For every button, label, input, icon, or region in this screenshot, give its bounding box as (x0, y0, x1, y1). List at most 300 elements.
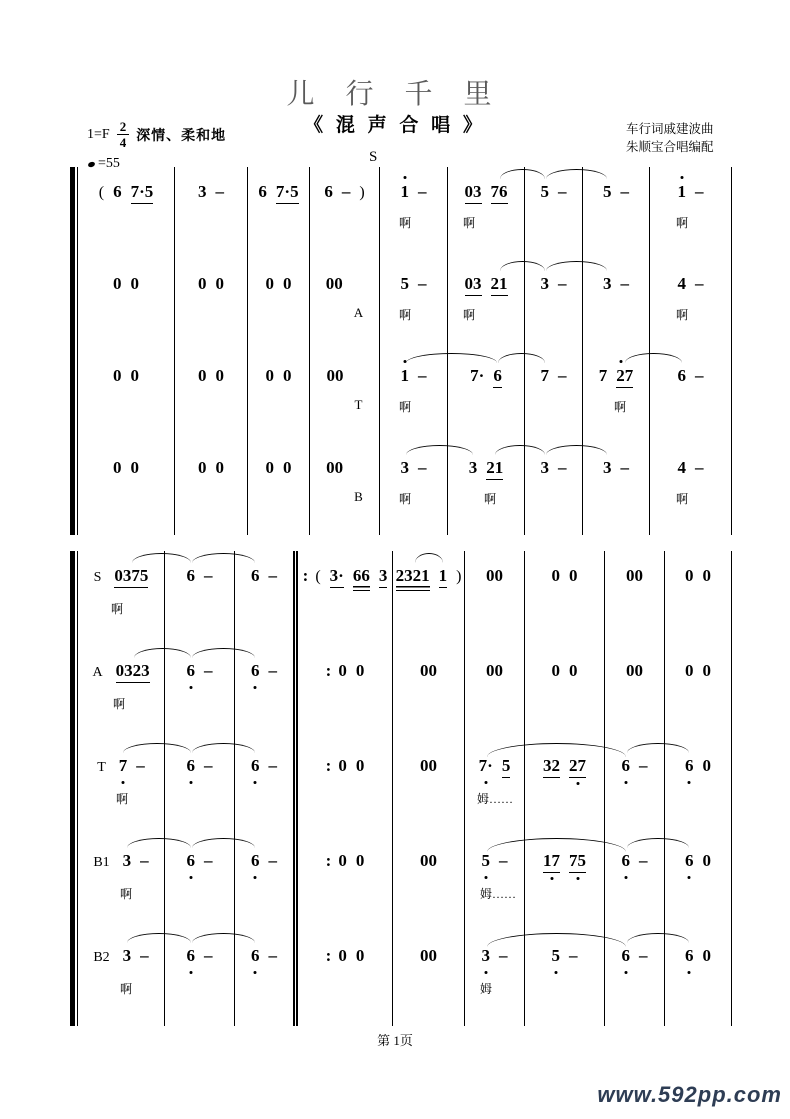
note-token: 3· (330, 566, 344, 588)
voice-row-b2 (77, 931, 733, 1026)
note-token: 0 (355, 661, 365, 680)
note-token: 6 (251, 756, 260, 776)
tempo-value: =55 (98, 156, 120, 171)
note-token: 6 (251, 661, 260, 681)
note-token: 17 (543, 851, 560, 873)
measure (665, 646, 732, 741)
note-token: – (418, 182, 427, 201)
voice-label-inline: A (353, 304, 364, 320)
measure (380, 167, 448, 259)
note-token: 3 (603, 274, 612, 293)
note-token: 00 (326, 366, 344, 385)
measure (583, 351, 650, 443)
measure (175, 443, 248, 535)
measure (310, 167, 380, 259)
note-token: – (268, 851, 277, 870)
note-token: 5 (502, 756, 511, 778)
note-token: 3 (198, 182, 207, 201)
measure (77, 741, 165, 836)
time-signature (117, 120, 130, 149)
note-token: 7· (479, 756, 493, 776)
measure (583, 443, 650, 535)
measure (665, 931, 732, 1026)
low-octave-dot (189, 876, 192, 879)
measure (248, 443, 310, 535)
note-token: 6 (187, 851, 196, 871)
note-token: 3 (400, 458, 409, 477)
note-token: 21 (491, 274, 508, 296)
note-token: 0 (551, 566, 560, 585)
measure (525, 443, 583, 535)
measure (77, 931, 165, 1026)
note-token: 0 (355, 946, 365, 965)
note-token: 27 (569, 756, 586, 778)
note-token: – (499, 946, 508, 965)
lyric: 姆…… (477, 792, 514, 806)
high-octave-dot (680, 176, 683, 179)
measure (165, 931, 235, 1026)
measure (650, 443, 732, 535)
note-token: : (325, 946, 332, 965)
lyric: 啊 (676, 308, 689, 322)
note-token: – (695, 274, 704, 293)
measure (293, 551, 393, 646)
note-token: 4 (677, 274, 686, 293)
note-token: 6 (622, 756, 631, 776)
measure (77, 167, 175, 259)
note-token: 0 (130, 366, 139, 385)
note-token: 00 (420, 661, 437, 680)
note-token: 0 (338, 851, 347, 870)
note-token: – (140, 946, 149, 965)
lyric: 啊 (399, 400, 412, 414)
low-octave-dot (254, 876, 257, 879)
measure (448, 443, 525, 535)
voice-row-s (77, 167, 733, 259)
note-token: – (215, 182, 224, 201)
system-brace (70, 551, 75, 1026)
note-token: 5 (540, 182, 549, 201)
note-token: 7 (540, 366, 549, 385)
low-octave-dot (624, 876, 627, 879)
measure (465, 646, 525, 741)
lyric: 啊 (484, 492, 497, 506)
note-token: – (639, 756, 648, 775)
note-token: 5 (482, 851, 491, 871)
lyric: 啊 (120, 887, 133, 901)
note-token: 0 (113, 458, 122, 477)
low-octave-dot (484, 876, 487, 879)
note-token: 0 (130, 274, 139, 293)
key-time-expression (87, 120, 226, 149)
low-octave-dot (554, 971, 557, 974)
note-token: 0 (265, 366, 274, 385)
lyric: 啊 (463, 308, 476, 322)
note-token: 6 (251, 851, 260, 871)
note-token: – (558, 458, 567, 477)
note-token: – (620, 458, 629, 477)
low-octave-dot (624, 781, 627, 784)
note-token: 6 (187, 756, 196, 776)
note-token: – (695, 182, 704, 201)
note-token: 21 (486, 458, 503, 480)
note-token: 6 (685, 946, 694, 966)
lyric: 姆 (480, 982, 493, 996)
lyric: 啊 (614, 400, 627, 414)
note-token: 00 (420, 946, 437, 965)
lyric: 啊 (399, 308, 412, 322)
measure (175, 167, 248, 259)
note-token: 00 (626, 661, 643, 680)
measure (310, 259, 380, 351)
note-token: 0 (569, 661, 578, 680)
lyric: 啊 (463, 216, 476, 230)
site-watermark: www.592pp.com (597, 1082, 782, 1107)
low-octave-dot (122, 781, 125, 784)
note-token: 3 (540, 274, 549, 293)
time-numerator: 2 (117, 120, 130, 135)
note-token: : (325, 661, 332, 680)
low-octave-dot (576, 782, 579, 785)
note-token: 6 (685, 851, 694, 871)
note-token: – (569, 946, 578, 965)
note-token: 6 (677, 366, 686, 385)
measure (175, 351, 248, 443)
note-token: 3 (603, 458, 612, 477)
note-token: 2321 (396, 566, 430, 591)
measure (525, 167, 583, 259)
note-token: – (558, 182, 567, 201)
measure (293, 741, 393, 836)
system-1 (70, 167, 733, 535)
measure (665, 741, 732, 836)
page-title: 儿 行 千 里 (286, 79, 504, 110)
lyric: 啊 (116, 792, 129, 806)
voice-label: B2 (93, 950, 110, 965)
note-token: 27 (616, 366, 633, 388)
note-token: 0 (355, 851, 365, 870)
page-subtitle: 《 混 声 合 唱 》 (304, 115, 486, 136)
measure (248, 167, 310, 259)
measure (380, 443, 448, 535)
lyric: 啊 (399, 492, 412, 506)
voice-row-a (77, 646, 733, 741)
note-token: – (418, 274, 427, 293)
note-token: – (140, 851, 149, 870)
low-octave-dot (688, 781, 691, 784)
note-token: 0 (702, 756, 711, 775)
measure (77, 443, 175, 535)
measure (77, 551, 165, 646)
voice-row-t (77, 351, 733, 443)
note-token: 0 (215, 274, 224, 293)
measure (525, 259, 583, 351)
note-token: – (204, 661, 213, 680)
low-octave-dot (189, 686, 192, 689)
note-token: 7·5 (131, 182, 154, 204)
system-brace (70, 167, 75, 535)
measure (248, 351, 310, 443)
note-token: ( (98, 184, 105, 201)
measure (77, 836, 165, 931)
measure (310, 443, 380, 535)
measure (380, 259, 448, 351)
note-token: – (695, 366, 704, 385)
note-token: 6 (187, 661, 196, 681)
note-token: 32 (543, 756, 560, 778)
note-token: 00 (326, 458, 344, 477)
measure (175, 259, 248, 351)
note-token: 5 (552, 946, 561, 966)
note-token: 1 (401, 366, 410, 386)
note-token: 6 (186, 566, 195, 585)
credit-lyricist-composer: 车行词戚建波曲 (626, 122, 714, 136)
measure (235, 741, 293, 836)
measure (393, 741, 465, 836)
note-token: 6 (622, 851, 631, 871)
note-token: : (302, 566, 309, 585)
voice-label: B1 (93, 855, 110, 870)
note-token: 0 (355, 756, 365, 775)
note-token: – (341, 182, 351, 201)
voice-label-inline: B (354, 488, 363, 504)
low-octave-dot (688, 971, 691, 974)
note-token: – (204, 566, 213, 585)
high-octave-dot (403, 176, 406, 179)
measure (448, 351, 525, 443)
note-token: ( (315, 568, 321, 585)
note-token: – (204, 851, 213, 870)
voice-row-a (77, 259, 733, 351)
measure (650, 167, 732, 259)
measure (235, 931, 293, 1026)
measure (77, 351, 175, 443)
note-token: – (558, 274, 567, 293)
lyric: 啊 (399, 216, 412, 230)
lyric: 姆…… (480, 887, 517, 901)
low-octave-dot (254, 971, 257, 974)
voice-label: A (92, 665, 103, 680)
note-token: 0 (283, 274, 292, 293)
note-token: – (268, 946, 277, 965)
voice-row-b1 (77, 836, 733, 931)
note-token: 7 (598, 366, 608, 385)
measure (448, 259, 525, 351)
note-token: – (558, 366, 567, 385)
note-token: 1 (439, 566, 448, 588)
note-token: 0 (338, 946, 347, 965)
measure (393, 931, 465, 1026)
note-token: ) (359, 184, 365, 201)
measure (605, 646, 665, 741)
low-octave-dot (550, 877, 553, 880)
note-token: – (136, 756, 145, 775)
voice-row-s (77, 551, 733, 646)
measure (525, 646, 605, 741)
page-number: 第 1页 (377, 1033, 413, 1048)
note-token: 0 (702, 946, 711, 965)
note-token: 0 (702, 566, 711, 585)
note-token: 3 (122, 946, 132, 965)
note-token: 3 (540, 458, 549, 477)
measure (380, 351, 448, 443)
note-token: 0 (551, 661, 560, 680)
measure (293, 836, 393, 931)
low-octave-dot (624, 971, 627, 974)
note-token: 0323 (116, 661, 150, 683)
low-octave-dot (484, 971, 487, 974)
measure (77, 646, 165, 741)
note-token: 75 (569, 851, 586, 873)
lyric: 啊 (676, 216, 689, 230)
note-token: 3 (122, 851, 132, 870)
voice-label-inline: T (354, 396, 363, 412)
note-token: 0 (265, 274, 274, 293)
measure (525, 551, 605, 646)
measure (235, 551, 293, 646)
key-signature: 1=F (87, 126, 110, 142)
voice-row-t (77, 741, 733, 836)
note-token: 0 (265, 458, 274, 477)
note-token: 0 (130, 458, 139, 477)
note-token: 0 (283, 458, 292, 477)
note-token: 00 (626, 566, 643, 585)
note-token: 4 (677, 458, 686, 477)
note-token: 5 (400, 274, 409, 293)
note-token: : (325, 756, 332, 775)
low-octave-dot (189, 971, 192, 974)
low-octave-dot (189, 781, 192, 784)
low-octave-dot (576, 877, 579, 880)
note-token: 0 (569, 566, 578, 585)
note-token: 7 (119, 756, 128, 776)
note-token: – (268, 756, 277, 775)
note-token: 0 (338, 756, 347, 775)
note-token: – (418, 458, 427, 477)
note-token: – (204, 946, 213, 965)
note-token: – (204, 756, 213, 775)
voice-row-b (77, 443, 733, 535)
note-token: 0 (215, 366, 224, 385)
note-token: 00 (420, 756, 437, 775)
low-octave-dot (254, 686, 257, 689)
note-token: 66 (353, 566, 370, 591)
measure (165, 646, 235, 741)
lyric: 啊 (676, 492, 689, 506)
system-2 (70, 551, 733, 1026)
note-token: 3 (482, 946, 491, 966)
note-token: : (325, 851, 332, 870)
measure (165, 741, 235, 836)
note-token: 0375 (114, 566, 148, 588)
note-token: ) (456, 568, 462, 585)
measure (393, 646, 465, 741)
note-token: – (268, 566, 277, 585)
measure (235, 646, 293, 741)
measure (650, 259, 732, 351)
measure (165, 836, 235, 931)
note-token: – (620, 182, 629, 201)
note-token: 76 (491, 182, 508, 204)
measure (77, 259, 175, 351)
note-token: – (695, 458, 704, 477)
note-token: 6 (113, 182, 122, 201)
note-token: 0 (702, 851, 711, 870)
measure (665, 551, 732, 646)
measure (583, 259, 650, 351)
lyric: 啊 (120, 982, 133, 996)
note-token: 3 (468, 458, 478, 477)
measure (248, 259, 310, 351)
credit-arranger: 朱顺宝合唱编配 (626, 140, 714, 154)
note-token: 0 (338, 661, 347, 680)
note-token: 0 (198, 458, 207, 477)
note-token: 1 (401, 182, 410, 202)
note-token: – (499, 851, 508, 870)
measure (525, 351, 583, 443)
note-token: 03 (465, 182, 482, 204)
note-token: – (639, 946, 648, 965)
note-token: 00 (486, 566, 503, 585)
note-token: 7·5 (276, 182, 299, 204)
low-octave-dot (484, 781, 487, 784)
voice-label: S (93, 570, 102, 585)
soprano-entry-label: S (369, 149, 378, 165)
note-token: 1 (678, 182, 687, 202)
note-token: – (639, 851, 648, 870)
measure (293, 931, 393, 1026)
note-token: 00 (420, 851, 437, 870)
note-token: – (268, 661, 277, 680)
measure (583, 167, 650, 259)
high-octave-dot (620, 360, 623, 363)
note-token: 6 (493, 366, 502, 388)
note-token: 6 (324, 182, 333, 201)
note-token: 0 (198, 366, 207, 385)
voice-label: T (97, 760, 106, 775)
note-token: 5 (603, 182, 612, 201)
lyric: 啊 (111, 602, 124, 616)
note-token: 0 (215, 458, 224, 477)
measure (448, 167, 525, 259)
note-token: 3 (379, 566, 388, 588)
expression-marking: 深情、柔和地 (136, 128, 227, 144)
note-token: – (620, 274, 629, 293)
credits (626, 120, 714, 156)
note-token: 6 (251, 946, 260, 966)
note-token: 0 (283, 366, 292, 385)
note-token: 7· (470, 366, 485, 385)
lyric: 啊 (113, 697, 126, 711)
measure (235, 836, 293, 931)
low-octave-dot (688, 876, 691, 879)
measure (650, 351, 732, 443)
note-token: 6 (622, 946, 631, 966)
note-token: 0 (685, 566, 694, 585)
measure (665, 836, 732, 931)
note-token: 6 (251, 566, 260, 585)
measure (393, 551, 465, 646)
note-token: 03 (465, 274, 482, 296)
measure (293, 646, 393, 741)
low-octave-dot (254, 781, 257, 784)
measure (165, 551, 235, 646)
note-token: 00 (325, 274, 343, 293)
note-token: 0 (198, 274, 207, 293)
note-token: 6 (187, 946, 196, 966)
measure (310, 351, 380, 443)
note-token: 0 (113, 366, 122, 385)
